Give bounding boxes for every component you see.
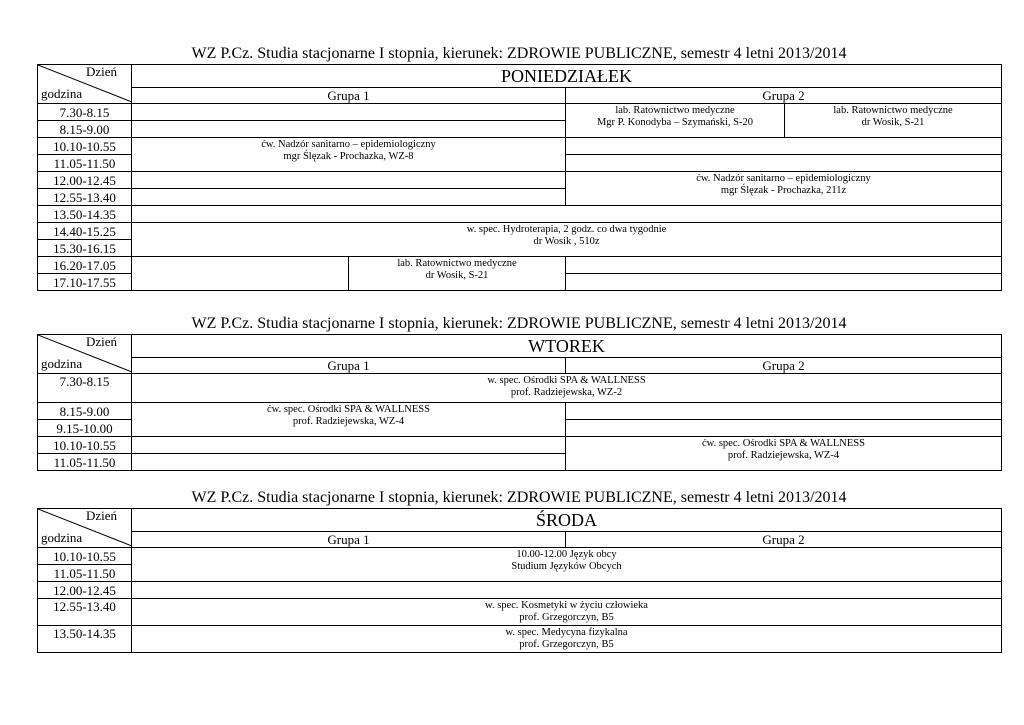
time-slot: 11.05-11.50 — [38, 565, 132, 582]
time-slot: 15.30-16.15 — [38, 240, 132, 257]
time-slot: 16.20-17.05 — [38, 257, 132, 274]
class-entry: w. spec. Kosmetyki w życiu człowieka prof. Grzegorczyn, B5 — [132, 599, 1002, 626]
empty-cell — [132, 257, 349, 291]
day-title: ŚRODA — [132, 509, 1002, 532]
empty-cell — [132, 582, 1002, 599]
time-slot: 12.00-12.45 — [38, 172, 132, 189]
header-dzien: Dzień — [85, 508, 117, 523]
class-entry: lab. Ratownictwo medyczne Mgr P. Konodyba – Szymański, S-20 — [566, 104, 785, 138]
time-slot: 11.05-11.50 — [38, 155, 132, 172]
group2-header: Grupa 2 — [566, 358, 1002, 374]
group1-header: Grupa 1 — [132, 358, 566, 374]
class-entry: w. spec. Medycyna fizykalna prof. Grzegorczyn, B5 — [132, 626, 1002, 653]
time-slot: 10.10-10.55 — [38, 138, 132, 155]
time-slot: 14.40-15.25 — [38, 223, 132, 240]
empty-cell — [132, 121, 566, 138]
empty-cell — [132, 437, 566, 454]
class-entry: 10.00-12.00 Język obcy Studium Języków Obcych — [132, 548, 1002, 582]
time-slot: 7.30-8.15 — [38, 374, 132, 403]
day-title: PONIEDZIAŁEK — [132, 65, 1002, 88]
tuesday-title: WZ P.Cz. Studia stacjonarne I stopnia, kierunek: ZDROWIE PUBLICZNE, semestr 4 letni 2013/2014 — [191, 315, 847, 332]
empty-cell — [132, 172, 566, 189]
wednesday-table — [37, 508, 1002, 653]
time-slot: 13.50-14.35 — [38, 626, 132, 653]
class-entry: ćw. spec. Ośrodki SPA & WALLNESS prof. Radziejewska, WZ-4 — [566, 437, 1002, 471]
empty-cell — [132, 104, 566, 121]
empty-cell — [566, 403, 1002, 420]
time-slot: 10.10-10.55 — [38, 437, 132, 454]
empty-cell — [566, 420, 1002, 437]
time-slot: 11.05-11.50 — [38, 454, 132, 471]
empty-cell — [132, 189, 566, 206]
header-dzien: Dzień — [85, 334, 117, 349]
day-title: WTOREK — [132, 335, 1002, 358]
class-entry: ćw. Nadzór sanitarno – epidemiologiczny mgr Ślęzak - Prochazka, 211z — [566, 172, 1002, 206]
empty-cell — [132, 454, 566, 471]
tuesday-table — [37, 334, 1002, 471]
empty-cell — [566, 274, 1002, 291]
header-corner — [38, 65, 132, 104]
time-slot: 13.50-14.35 — [38, 206, 132, 223]
monday-table — [37, 64, 1002, 291]
class-entry: ćw. spec. Ośrodki SPA & WALLNESS prof. Radziejewska, WZ-4 — [132, 403, 566, 437]
time-slot: 12.55-13.40 — [38, 599, 132, 626]
header-corner — [38, 509, 132, 548]
time-slot: 8.15-9.00 — [38, 121, 132, 138]
header-dzien: Dzień — [85, 64, 117, 79]
header-godzina: godzina — [41, 530, 83, 545]
empty-cell — [566, 155, 1002, 172]
header-godzina: godzina — [41, 86, 83, 101]
empty-cell — [566, 257, 1002, 274]
header-godzina: godzina — [41, 356, 83, 371]
class-entry: ćw. Nadzór sanitarno – epidemiologiczny mgr Ślęzak - Prochazka, WZ-8 — [132, 138, 566, 172]
class-entry: lab. Ratownictwo medyczne dr Wosik, S-21 — [785, 104, 1002, 138]
group2-header: Grupa 2 — [566, 88, 1002, 104]
class-entry: w. spec. Hydroterapia, 2 godz. co dwa tygodnie dr Wosik , 510z — [132, 223, 1002, 257]
wednesday-title: WZ P.Cz. Studia stacjonarne I stopnia, kierunek: ZDROWIE PUBLICZNE, semestr 4 letni 2013/2014 — [191, 489, 847, 506]
time-slot: 8.15-9.00 — [38, 403, 132, 420]
monday-title: WZ P.Cz. Studia stacjonarne I stopnia, kierunek: ZDROWIE PUBLICZNE, semestr 4 letni 2013/2014 — [191, 45, 847, 62]
time-slot: 10.10-10.55 — [38, 548, 132, 565]
class-entry: w. spec. Ośrodki SPA & WALLNESS prof. Radziejewska, WZ-2 — [132, 374, 1002, 403]
time-slot: 17.10-17.55 — [38, 274, 132, 291]
class-entry: lab. Ratownictwo medyczne dr Wosik, S-21 — [349, 257, 566, 291]
time-slot: 9.15-10.00 — [38, 420, 132, 437]
group2-header: Grupa 2 — [566, 532, 1002, 548]
group1-header: Grupa 1 — [132, 532, 566, 548]
header-corner — [38, 335, 132, 374]
empty-cell — [132, 206, 1002, 223]
time-slot: 12.00-12.45 — [38, 582, 132, 599]
group1-header: Grupa 1 — [132, 88, 566, 104]
time-slot: 7.30-8.15 — [38, 104, 132, 121]
empty-cell — [566, 138, 1002, 155]
time-slot: 12.55-13.40 — [38, 189, 132, 206]
